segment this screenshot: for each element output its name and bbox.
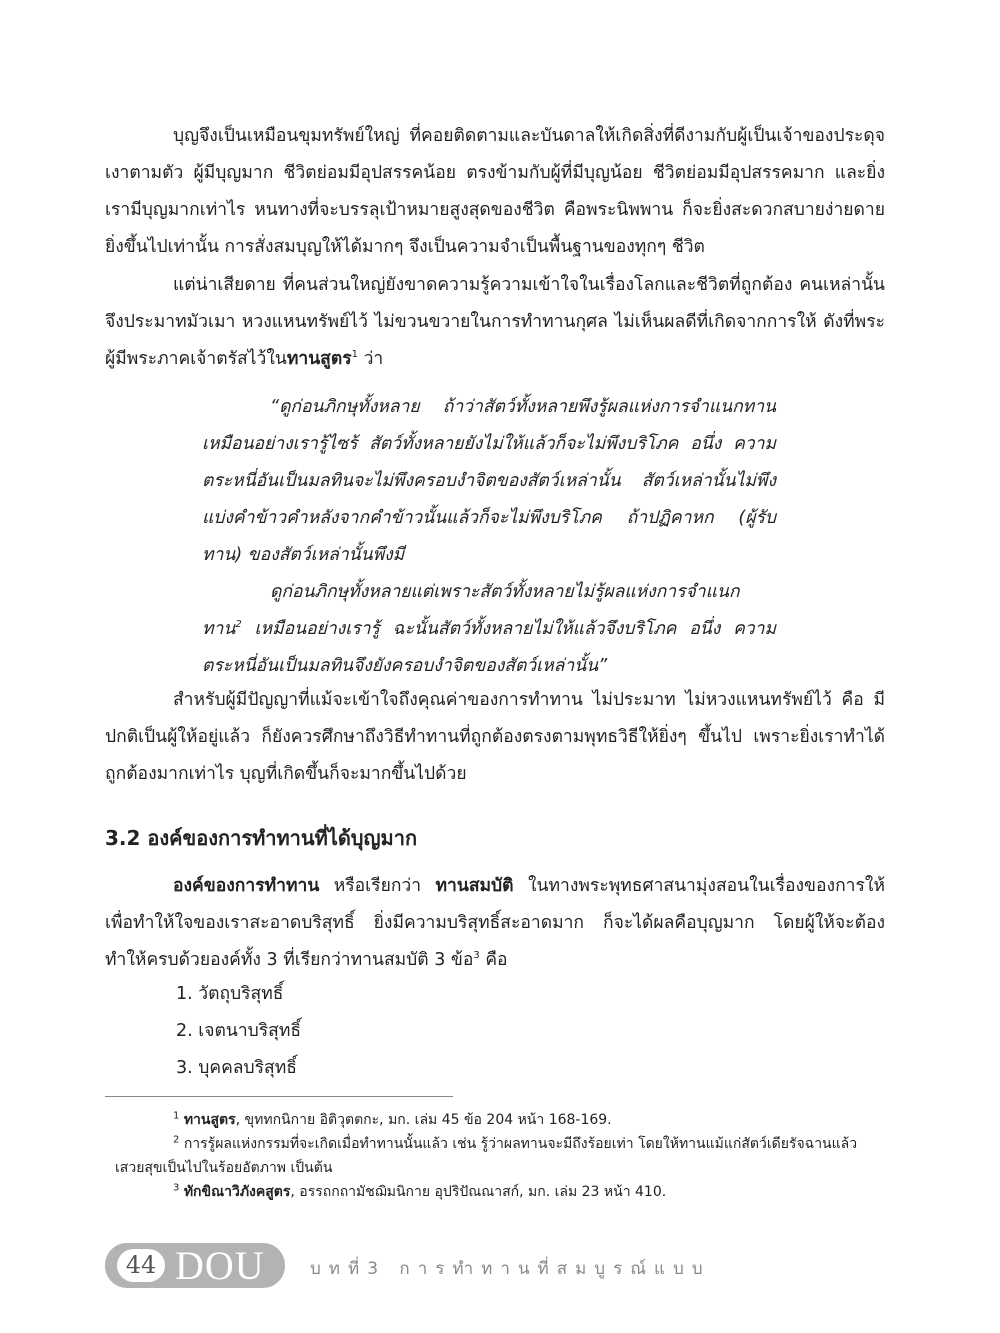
footnote-3 (115, 1180, 875, 1204)
paragraph-2 (105, 267, 885, 378)
quote-2 (202, 574, 776, 685)
footnote-ref-2: 2 (235, 619, 242, 631)
paragraph-2-source-bold: ทานสูตร (286, 349, 352, 369)
chapter-title: บทที่3 การทำทานที่สมบูรณ์แบบ (310, 1259, 711, 1279)
quote-2-text-b: เหมือนอย่างเรารู้ ฉะนั้นสัตว์ทั้งหลายไม่ให้แล้วจึงบริโภค อนึ่ง ความตระหนี่อันเป็นมลทินจึงยังครอบงำจิตของสัตว์เหล่านั้น” (202, 619, 776, 676)
paragraph-4-end: คือ (479, 950, 508, 970)
paragraph-1: บุญจึงเป็นเหมือนขุมทรัพย์ใหญ่ ที่คอยติดตามและบันดาลให้เกิดสิ่งที่ดีงามกับผู้เป็นเจ้าของประดุจเงาตามตัว ผู้มีบุญมาก ชีวิตย่อมมีอุปสรรคน้อย ตรงข้ามกับผู้ที่มีบุญน้อย ชีวิตย่อมมีอุปสรรคมาก และยิ่งเรามีบุญมากเท่าไร หนทางที่จะบรรลุเป้าหมายสูงสุดของชีวิต คือพระนิพพาน ก็จะยิ่งสะดวกสบายง่ายดายยิ่งขึ้นไปเท่านั้น การสั่งสมบุญให้ได้มากๆ จึงเป็นความจำเป็นพื้นฐานของทุกๆ ชีวิต (105, 126, 885, 257)
section-heading: 3.2 องค์ของการทำทานที่ได้บุญมาก (105, 826, 418, 850)
footnote-2 (115, 1132, 875, 1180)
footnote-ref-1: 1 (351, 349, 358, 361)
paragraph-4-text-2: ในทางพระพุทธศาสนามุ่งสอนในเรื่องของการให้เพื่อทำให้ใจของเราสะอาดบริสุทธิ์ ยิ่งมีความบริสุทธิ์สะอาดมาก ก็จะได้ผลคือบุญมาก โดยผู้ให้จะต้องทำให้ครบด้วยองค์ทั้ง 3 ที่เรียกว่าทานสมบัติ 3 ข้อ (105, 876, 885, 970)
paragraph-4-text-1: หรือเรียกว่า (319, 876, 436, 896)
footnote-2-text: การรู้ผลแห่งกรรมที่จะเกิดเมื่อทำทานนั้นแล้ว เช่น รู้ว่าผลทานจะมีถึงร้อยเท่า โดยให้ทานแม้แก่สัตว์เดียรัจฉานแล้วเสวยสุขเป็นไปในร้อยอัตภาพ เป็นต้น (115, 1136, 858, 1176)
quote-1: “ดูก่อนภิกษุทั้งหลาย ถ้าว่าสัตว์ทั้งหลายพึงรู้ผลแห่งการจำแนกทานเหมือนอย่างเรารู้ไซร้ สัตว์ทั้งหลายยังไม่ให้แล้วก็จะไม่พึงบริโภค อนึ่ง ความตระหนี่อันเป็นมลทินจะไม่พึงครอบงำจิตของสัตว์เหล่านั้น สัตว์เหล่านั้นไม่พึงแบ่งคำข้าวคำหลังจากคำข้าวนั้นแล้วก็จะไม่พึงบริโภค ถ้าปฏิคาหก (ผู้รับทาน) ของสัตว์เหล่านั้นพึงมี (202, 397, 776, 565)
paragraph-3: สำหรับผู้มีปัญญาที่แม้จะเข้าใจถึงคุณค่าของการทำทาน ไม่ประมาท ไม่หวงแหนทรัพย์ไว้ คือ มีปกติเป็นผู้ให้อยู่แล้ว ก็ยังควรศึกษาถึงวิธีทำทานที่ถูกต้องตรงตามพุทธวิธีให้ยิ่งๆ ขึ้นไป เพราะยิ่งเราทำได้ถูกต้องมากเท่าไร บุญที่เกิดขึ้นก็จะมากขึ้นไปด้วย (105, 690, 885, 784)
list-item: 3. บุคคลบริสุทธิ์ (176, 1058, 297, 1078)
footnote-1-title: ทานสูตร (183, 1112, 236, 1128)
page-number: 44 (117, 1249, 165, 1282)
paragraph-4-bold-1: องค์ของการทำทาน (173, 876, 320, 896)
footnote-3-text: , อรรถกถามัชฌิมนิกาย อุปริปัณณาสก์, มก. เล่ม 23 หน้า 410. (290, 1184, 667, 1200)
footer-badge (105, 1243, 285, 1288)
paragraph-2-text: แต่น่าเสียดาย ที่คนส่วนใหญ่ยังขาดความรู้ความเข้าใจในเรื่องโลกและชีวิตที่ถูกต้อง คนเหล่านั้นจึงประมาทมัวเมา หวงแหนทรัพย์ไว้ ไม่ขวนขวายในการทำทานกุศล ไม่เห็นผลดีที่เกิดจากการให้ ดังที่พระผู้มีพระภาคเจ้าตรัสไว้ใน (105, 275, 885, 369)
quote-2-text-a: ดูก่อนภิกษุทั้งหลายแต่เพราะสัตว์ทั้งหลายไม่รู้ผลแห่งการจำแนกทาน (202, 582, 740, 639)
list-item: 2. เจตนาบริสุทธิ์ (176, 1021, 302, 1041)
footnote-1 (115, 1108, 875, 1132)
paragraph-4 (105, 868, 885, 979)
dana-sampada-list (176, 976, 301, 1087)
footnote-ref-3: 3 (473, 950, 480, 962)
footnote-divider (105, 1096, 453, 1097)
footnotes (115, 1108, 875, 1204)
footnote-3-title: ทักขิณาวิภังคสูตร (183, 1184, 291, 1200)
footnote-1-number: 1 (173, 1110, 180, 1122)
paragraph-4-bold-2: ทานสมบัติ (435, 876, 514, 896)
list-item: 1. วัตถุบริสุทธิ์ (176, 984, 284, 1004)
footnote-1-text: , ขุททกนิกาย อิติวุตตกะ, มก. เล่ม 45 ข้อ 204 หน้า 168-169. (235, 1112, 612, 1128)
footnote-3-number: 3 (173, 1182, 180, 1194)
dou-logo: DOU (175, 1243, 265, 1288)
paragraph-2-end: ว่า (358, 349, 384, 369)
footnote-2-number: 2 (173, 1134, 180, 1146)
